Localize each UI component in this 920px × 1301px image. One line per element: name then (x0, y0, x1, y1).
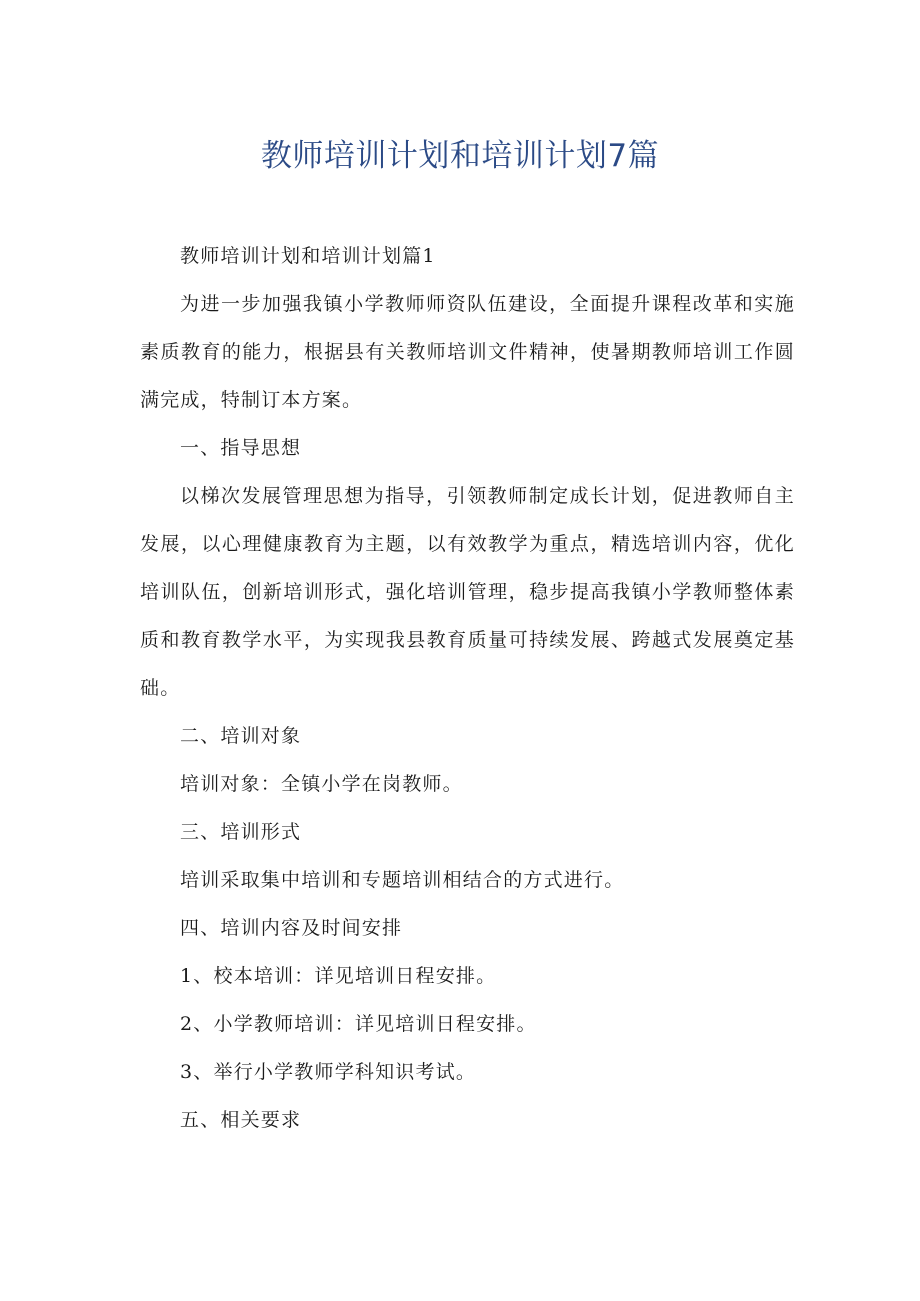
paragraph-line: 满完成，特制订本方案。 (140, 389, 363, 411)
heading-guiding-thought: 一、指导思想 (180, 437, 302, 459)
paragraph-line: 培训队伍，创新培训形式，强化培训管理，稳步提高我镇小学教师整体素 (140, 581, 795, 603)
paragraph-line: 以梯次发展管理思想为指导，引领教师制定成长计划，促进教师自主 (180, 485, 795, 507)
heading-requirements: 五、相关要求 (180, 1109, 302, 1131)
list-item: 3、举行小学教师学科知识考试。 (180, 1061, 477, 1083)
document-body (140, 232, 795, 1144)
guiding-paragraph (140, 472, 795, 712)
heading-training-form: 三、培训形式 (180, 821, 302, 843)
paragraph-line: 质和教育教学水平，为实现我县教育质量可持续发展、跨越式发展奠定基 (140, 629, 795, 651)
list-item: 2、小学教师培训：详见培训日程安排。 (180, 1013, 537, 1035)
section-heading: 教师培训计划和培训计划篇1 (180, 245, 436, 267)
target-text: 培训对象：全镇小学在岗教师。 (180, 773, 463, 795)
list-item: 1、校本培训：详见培训日程安排。 (180, 965, 497, 987)
paragraph-line: 素质教育的能力，根据县有关教师培训文件精神，使暑期教师培训工作圆 (140, 341, 795, 363)
paragraph-line: 础。 (140, 677, 181, 699)
form-text: 培训采取集中培训和专题培训相结合的方式进行。 (180, 869, 625, 891)
paragraph-line: 为进一步加强我镇小学教师师资队伍建设，全面提升课程改革和实施 (180, 293, 795, 315)
paragraph-line: 发展，以心理健康教育为主题，以有效教学为重点，精选培训内容，优化 (140, 533, 795, 555)
intro-paragraph (140, 280, 795, 424)
heading-content-schedule: 四、培训内容及时间安排 (180, 917, 403, 939)
document-title: 教师培训计划和培训计划7篇 (260, 138, 660, 174)
heading-training-target: 二、培训对象 (180, 725, 302, 747)
